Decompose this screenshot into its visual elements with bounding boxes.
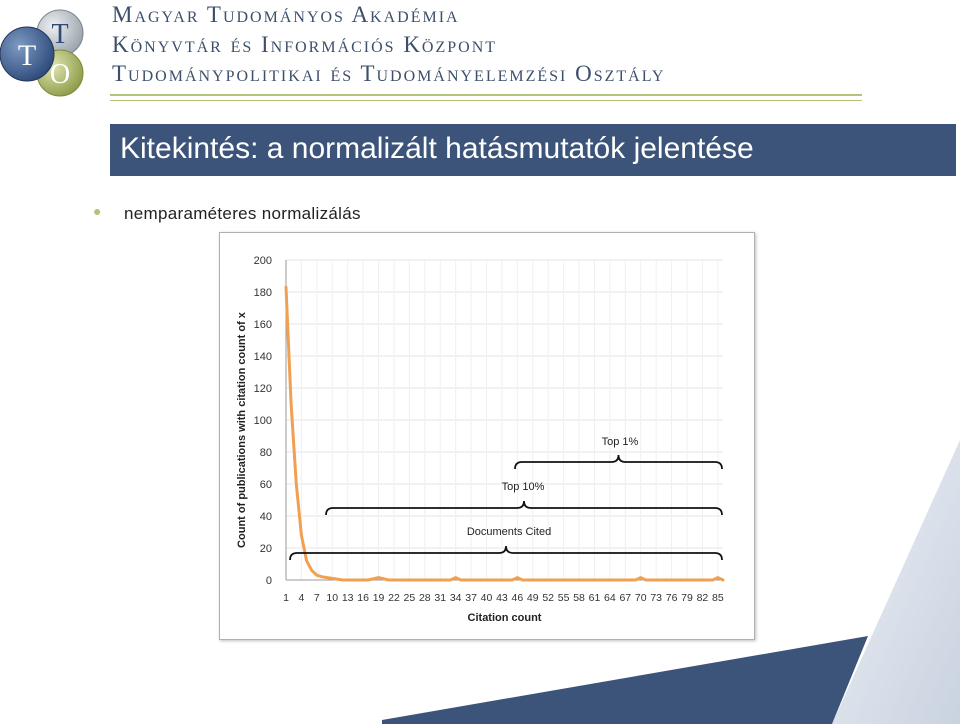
y-tick-label: 160 [253,319,272,331]
y-tick-label: 80 [259,447,272,459]
x-tick-label: 55 [557,592,570,604]
x-tick-label: 73 [650,592,663,604]
series-point [562,579,564,581]
y-tick-label: 180 [253,287,272,299]
series-point [300,534,302,536]
x-tick-label: 40 [480,592,493,604]
series-point [614,579,616,581]
y-tick-label: 200 [253,255,272,267]
series-point [634,579,636,581]
series-point [311,569,313,571]
series-point [290,403,292,405]
x-tick-label: 52 [542,592,555,604]
org-name-line2: Könyvtár és Információs Központ [112,32,498,57]
y-tick-label: 100 [253,415,272,427]
series-point [408,579,410,581]
series-point [717,576,719,578]
x-tick-label: 76 [665,592,678,604]
x-tick-label: 19 [372,592,385,604]
x-tick-label: 7 [313,592,320,604]
x-tick-label: 79 [681,592,693,604]
x-tick-label: 46 [511,592,524,604]
tto-logo [0,0,100,100]
series-point [588,579,590,581]
x-tick-label: 10 [326,592,339,604]
series-point [665,579,667,581]
x-axis-label: Citation count [467,612,542,624]
annotation-brace [515,455,722,469]
series-point [645,579,647,581]
x-tick-label: 1 [283,592,289,604]
series-point [537,579,539,581]
x-tick-label: 58 [573,592,585,604]
series-point [285,286,287,288]
annotation-label: Documents Cited [466,526,552,538]
slide-title: Kitekintés: a normalizált hatásmutatók jelentése [120,132,754,165]
series-point [341,579,343,581]
x-tick-label: 31 [434,592,447,604]
logo-letter-t-top: T [51,19,69,50]
x-tick-label: 49 [526,592,539,604]
x-tick-label: 22 [388,592,400,604]
series-point [305,560,307,562]
series-point [316,574,318,576]
x-tick-label: 28 [418,592,431,604]
series-point [331,577,333,579]
y-tick-label: 20 [259,543,272,555]
series-point [321,576,323,578]
series-point [357,579,359,581]
series-point [377,576,379,578]
series-point [295,483,297,485]
x-tick-label: 82 [696,592,709,604]
series-point [691,579,693,581]
header-rule-bottom [110,100,862,101]
x-tick-label: 34 [449,592,462,604]
x-tick-label: 13 [341,592,354,604]
x-tick-label: 64 [604,592,616,604]
slide-title-bar [110,124,956,176]
logo-letter-t-left: T [17,39,37,72]
logo-letter-o: O [49,59,71,90]
series-point [388,579,390,581]
series-point [434,579,436,581]
header-rule-top [110,94,862,96]
y-tick-label: 60 [259,479,272,491]
series-point [712,579,714,581]
annotation-label: Top 1% [601,436,639,448]
x-tick-label: 4 [298,592,305,604]
x-tick-label: 61 [588,592,601,604]
series-point [516,576,518,578]
series-point [722,579,724,581]
org-name-line3: Tudománypolitikai és Tudományelemzési Osztály [112,61,666,86]
x-tick-label: 70 [634,592,647,604]
y-axis-label: Count of publications with citation count of x [236,312,248,548]
series-point [640,576,642,578]
series-point [485,579,487,581]
series-point [454,576,456,578]
org-name-line1: Magyar Tudományos Akadémia [112,2,460,27]
series-point [460,579,462,581]
x-tick-label: 16 [357,592,369,604]
x-tick-label: 43 [496,592,508,604]
annotation-brace [326,501,722,515]
y-tick-label: 40 [259,511,272,523]
y-tick-label: 140 [253,351,272,363]
y-tick-label: 120 [253,383,272,395]
bullet-icon: ● [93,203,102,219]
annotation-label: Top 10% [501,481,545,493]
series-point [449,579,451,581]
x-tick-label: 85 [712,592,724,604]
x-tick-label: 67 [619,592,632,604]
x-tick-label: 37 [465,592,477,604]
citation-distribution-chart [220,233,754,639]
series-point [521,579,523,581]
series-point [367,579,369,581]
series-point [511,579,513,581]
y-tick-label: 0 [265,575,272,587]
chart-frame [219,232,755,640]
series-point [326,576,328,578]
x-tick-label: 25 [403,592,416,604]
bullet-text: nemparaméteres normalizálás [124,204,361,223]
